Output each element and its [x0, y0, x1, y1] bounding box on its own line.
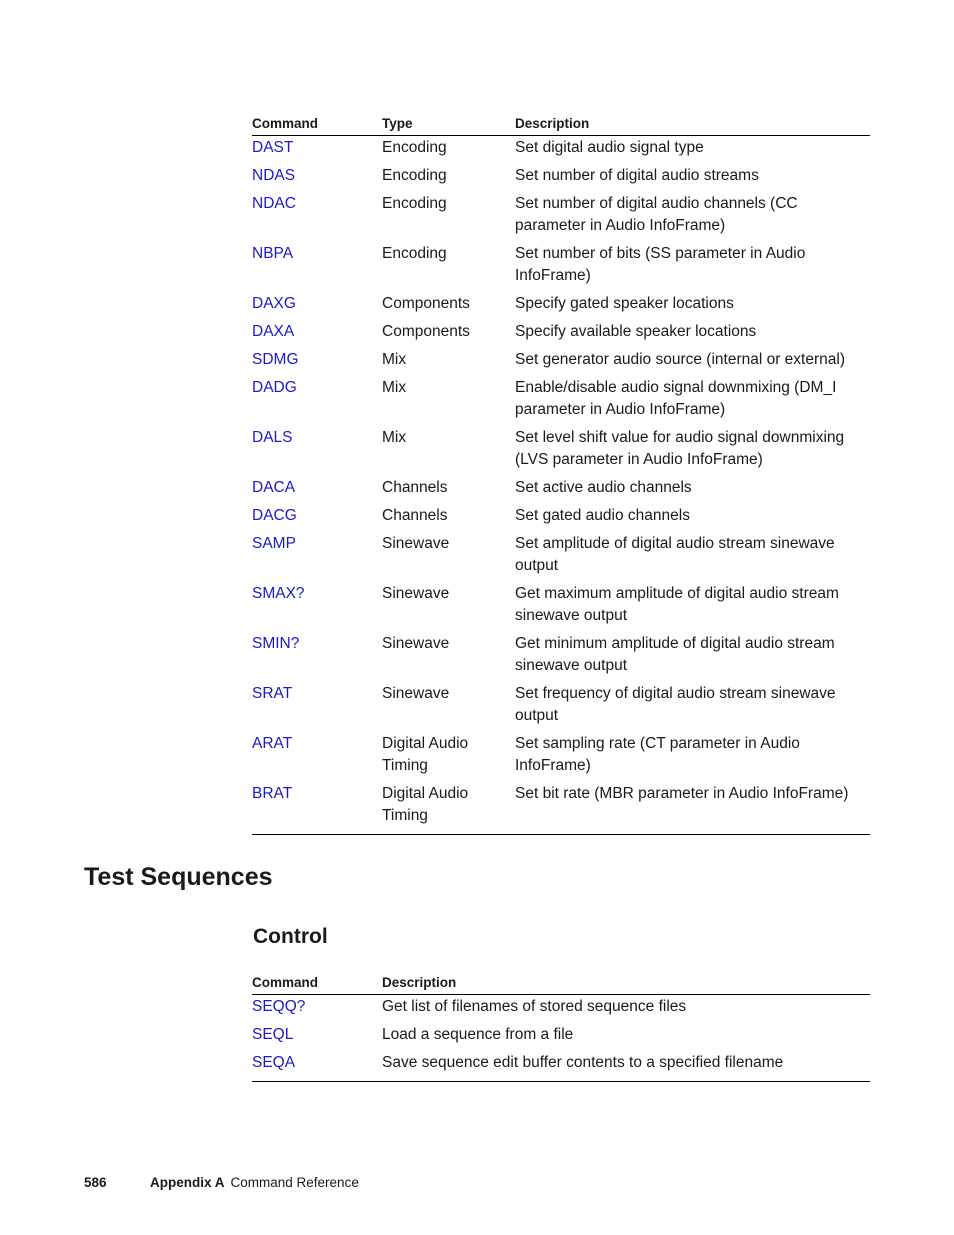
table-row — [252, 349, 870, 371]
command-description: Get list of filenames of stored sequence files — [382, 998, 687, 1015]
table-row — [252, 193, 870, 237]
command-type: Channels — [382, 507, 448, 524]
table-row — [252, 137, 870, 159]
command-description: Set active audio channels — [515, 479, 692, 496]
table-row — [252, 533, 870, 577]
table-row — [252, 783, 870, 827]
command-type: Channels — [382, 479, 448, 496]
command-description: Specify gated speaker locations — [515, 295, 734, 312]
table-row — [252, 321, 870, 343]
command-link[interactable]: NDAS — [252, 167, 296, 184]
command-type: Encoding — [382, 245, 447, 262]
command-type: Components — [382, 323, 470, 340]
command-description: Set number of bits (SS parameter in Audio InfoFrame) — [515, 245, 806, 284]
chapter-label: Command Reference — [230, 1175, 359, 1190]
table-row — [252, 293, 870, 315]
command-type: Mix — [382, 429, 407, 446]
command-type: Mix — [382, 351, 407, 368]
table-row — [252, 477, 870, 499]
command-type: Sinewave — [382, 535, 450, 552]
control-command-table — [252, 974, 870, 1082]
command-description: Enable/disable audio signal downmixing (DM_I parameter in Audio InfoFrame) — [515, 379, 837, 418]
command-link[interactable]: DACA — [252, 479, 296, 496]
command-link[interactable]: NBPA — [252, 245, 294, 262]
command-type: Encoding — [382, 167, 447, 184]
command-link[interactable]: DADG — [252, 379, 297, 396]
table-row — [252, 243, 870, 287]
command-link[interactable]: SRAT — [252, 685, 293, 702]
column-header-command: Command — [252, 975, 319, 990]
command-description: Specify available speaker locations — [515, 323, 757, 340]
command-description: Set amplitude of digital audio stream sinewave output — [515, 535, 835, 574]
command-link[interactable]: SAMP — [252, 535, 296, 552]
table-row — [252, 583, 870, 627]
command-link[interactable]: DAXA — [252, 323, 295, 340]
table-header — [252, 115, 870, 136]
column-header-description: Description — [515, 116, 590, 131]
command-type: Encoding — [382, 195, 447, 212]
table-row — [252, 683, 870, 727]
column-header-type: Type — [382, 116, 413, 131]
command-link[interactable]: ARAT — [252, 735, 293, 752]
table-row — [252, 1024, 870, 1046]
command-link[interactable]: SMAX? — [252, 585, 305, 602]
command-link[interactable]: SDMG — [252, 351, 299, 368]
command-description: Save sequence edit buffer contents to a specified filename — [382, 1054, 784, 1071]
table-body — [252, 136, 870, 835]
table-row — [252, 733, 870, 777]
command-link[interactable]: SEQL — [252, 1026, 294, 1043]
command-link[interactable]: SEQA — [252, 1054, 296, 1071]
command-type: Digital Audio Timing — [382, 785, 469, 824]
command-link[interactable]: BRAT — [252, 785, 293, 802]
command-description: Set sampling rate (CT parameter in Audio InfoFrame) — [515, 735, 800, 774]
command-type: Digital Audio Timing — [382, 735, 469, 774]
table-row — [252, 427, 870, 471]
command-link[interactable]: DAXG — [252, 295, 296, 312]
command-description: Get maximum amplitude of digital audio stream sinewave output — [515, 585, 839, 624]
command-link[interactable]: SMIN? — [252, 635, 300, 652]
audio-command-table — [252, 115, 870, 835]
command-link[interactable]: DACG — [252, 507, 297, 524]
command-description: Set number of digital audio streams — [515, 167, 759, 184]
command-type: Encoding — [382, 139, 447, 156]
command-description: Set number of digital audio channels (CC parameter in Audio InfoFrame) — [515, 195, 798, 234]
command-description: Set digital audio signal type — [515, 139, 704, 156]
table-row — [252, 996, 870, 1018]
page-footer — [84, 1174, 359, 1192]
command-link[interactable]: DALS — [252, 429, 293, 446]
command-link[interactable]: DAST — [252, 139, 294, 156]
table-row — [252, 633, 870, 677]
command-description: Set level shift value for audio signal downmixing (LVS parameter in Audio InfoFrame) — [515, 429, 845, 468]
table-row — [252, 377, 870, 421]
command-type: Components — [382, 295, 470, 312]
command-description: Load a sequence from a file — [382, 1026, 574, 1043]
command-description: Set bit rate (MBR parameter in Audio InfoFrame) — [515, 785, 849, 802]
column-header-command: Command — [252, 116, 319, 131]
command-description: Set generator audio source (internal or external) — [515, 351, 845, 368]
subsection-title: Control — [253, 925, 328, 948]
command-type: Sinewave — [382, 635, 450, 652]
table-row — [252, 165, 870, 187]
command-link[interactable]: SEQQ? — [252, 998, 306, 1015]
command-type: Sinewave — [382, 685, 450, 702]
page-number: 586 — [84, 1175, 107, 1190]
table-body — [252, 995, 870, 1082]
table-row — [252, 505, 870, 527]
table-row — [252, 1052, 870, 1074]
command-link[interactable]: NDAC — [252, 195, 296, 212]
column-header-description: Description — [382, 975, 457, 990]
command-description: Get minimum amplitude of digital audio stream sinewave output — [515, 635, 835, 674]
command-type: Sinewave — [382, 585, 450, 602]
table-header — [252, 974, 870, 995]
command-description: Set frequency of digital audio stream sinewave output — [515, 685, 836, 724]
command-type: Mix — [382, 379, 407, 396]
appendix-label: Appendix A — [150, 1175, 225, 1190]
section-title: Test Sequences — [84, 863, 273, 891]
command-description: Set gated audio channels — [515, 507, 690, 524]
